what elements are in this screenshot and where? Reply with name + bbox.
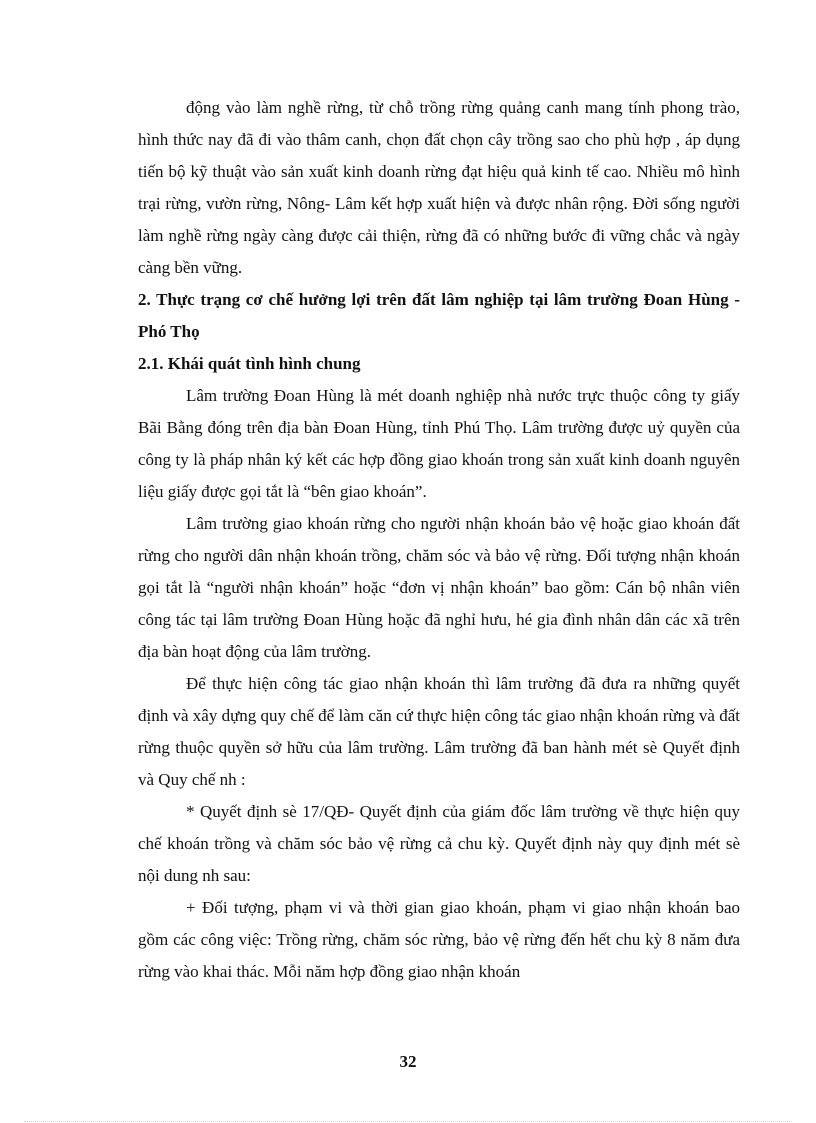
paragraph-contracting: Lâm trường giao khoán rừng cho người nhận khoán bảo vệ hoặc giao khoán đất rừng cho người dân nhận khoán trồng, chăm sóc và bảo vệ rừng. Đối tượng nhận khoán gọi tắt là “người nhận khoán” hoặc “đơn vị nhận khoán” bao gồm: Cán bộ nhân viên công tác tại lâm trường Đoan Hùng hoặc đã nghỉ hưu, hé gia đình nhân dân các xã trên địa bàn hoạt động của lâm trường.	[138, 514, 740, 661]
paragraph-overview: Lâm trường Đoan Hùng là mét doanh nghiệp nhà nước trực thuộc công ty giấy Bãi Bằng đóng trên địa bàn Đoan Hùng, tỉnh Phú Thọ. Lâm trường được uỷ quyền của công ty là pháp nhân ký kết các hợp đồng giao khoán trong sản xuất kinh doanh nguyên liệu giấy được gọi tắt là “bên giao khoán”.	[138, 386, 740, 501]
section-heading-2: 2. Thực trạng cơ chế hưởng lợi trên đất lâm nghiệp tại lâm trường Đoan Hùng - Phó Thọ	[138, 290, 740, 341]
page-number: 32	[399, 1052, 417, 1071]
paragraph-scope: + Đối tượng, phạm vi và thời gian giao khoán, phạm vi giao nhận khoán bao gồm các công việc: Trồng rừng, chăm sóc rừng, bảo vệ rừng đến hết chu kỳ 8 năm đưa rừng vào khai thác. Mỗi năm hợp đồng giao nhận khoán	[138, 898, 740, 981]
paragraph-intro: động vào làm nghề rừng, từ chỗ trồng rừng quảng canh mang tính phong trào, hình thức nay đã đi vào thâm canh, chọn đất chọn cây trồng sao cho phù hợp , áp dụng tiến bộ kỹ thuật vào sản xuất kinh doanh rừng đạt hiệu quả kinh tế cao. Nhiều mô hình trại rừng, vườn rừng, Nông- Lâm kết hợp xuất hiện và được nhân rộng. Đời sống người làm nghề rừng ngày càng được cải thiện, rừng đã có những bước đi vững chắc và ngày càng bền vững.	[138, 98, 740, 277]
subsection-heading-2-1: 2.1. Khái quát tình hình chung	[138, 354, 361, 373]
page-bottom-border	[24, 1121, 792, 1122]
paragraph-decision-17: * Quyết định sè 17/QĐ- Quyết định của giám đốc lâm trường về thực hiện quy chế khoán trồng và chăm sóc bảo vệ rừng cả chu kỳ. Quyết định này quy định mét sè nội dung nh sau:	[138, 802, 740, 885]
paragraph-regulations: Để thực hiện công tác giao nhận khoán thì lâm trường đã đưa ra những quyết định và xây dựng quy chế để làm căn cứ thực hiện công tác giao nhận khoán rừng và đất rừng thuộc quyền sở hữu của lâm trường. Lâm trường đã ban hành mét sè Quyết định và Quy chế nh :	[138, 674, 740, 789]
body-text	[138, 92, 740, 988]
